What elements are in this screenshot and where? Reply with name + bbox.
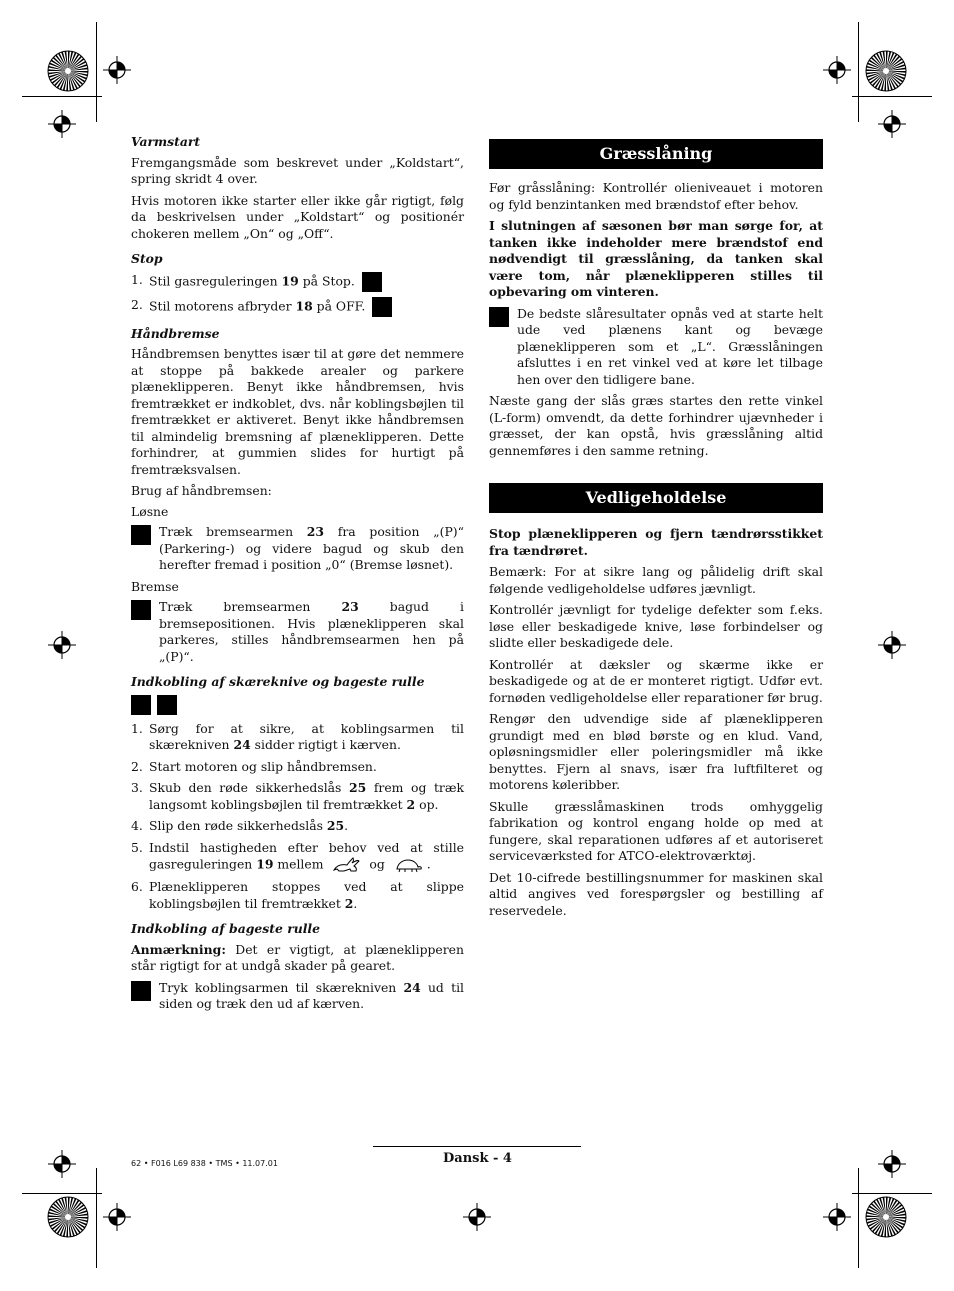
handbremse-usage: Brug af håndbremsen: bbox=[131, 483, 272, 498]
grasslaning-step: De bedste slåresultater opnås ved at starte helt ude ved plænens kant og bevæge plæneklipperen som et „L“. Græsslåningen afsluttes i en ret vinkel ved at køre let tilbage hen over den tidligere bane. bbox=[489, 306, 823, 389]
vedligeholdelse-warning: Stop plæneklipperen og fjern tændrørsstikket fra tændrøret. bbox=[489, 526, 823, 558]
figure-ref-icon bbox=[362, 272, 382, 292]
indkobling-step-3: 3. Skub den røde sikkerhedslås 25 frem og træk langsomt koblingsbøjlen til fremtrækket 2 op. bbox=[131, 780, 465, 812]
crop-mark bbox=[858, 22, 859, 122]
vedligeholdelse-text-3: Kontrollér at dæksler og skærme ikke er beskadigede og at de er monteret rigtigt. Udfør evt. fornøden vedligeholdelse eller reparationer før brug. bbox=[489, 656, 823, 705]
vedligeholdelse-text-4: Rengør den udvendige side af plæneklipperen grundigt med en blød børste og en klud. Vand, opløsningsmidler eller poleringsmidler må ikke benyttes. Fjern al snavs, især fra luftfilteret og motorens køleribber. bbox=[489, 711, 823, 792]
figure-ref-icon bbox=[131, 695, 151, 715]
figure-ref-icon bbox=[372, 297, 392, 317]
indkobling-figure-refs bbox=[131, 695, 464, 716]
registration-crosshair-icon bbox=[878, 631, 906, 659]
page-number: Dansk - 4 bbox=[443, 1151, 512, 1166]
figure-ref-icon bbox=[489, 307, 509, 327]
figure-ref-icon bbox=[131, 525, 151, 545]
print-code: 62 • F016 L69 838 • TMS • 11.07.01 bbox=[131, 1159, 278, 1168]
registration-starburst-icon bbox=[46, 1195, 90, 1239]
indkobling-step-2: 2. Start motoren og slip håndbremsen. bbox=[131, 758, 377, 774]
registration-crosshair-icon bbox=[103, 56, 131, 84]
registration-crosshair-icon bbox=[878, 110, 906, 138]
crop-mark bbox=[852, 96, 932, 97]
registration-starburst-icon bbox=[864, 1195, 908, 1239]
registration-crosshair-icon bbox=[103, 1203, 131, 1231]
stop-list bbox=[131, 272, 464, 317]
bageste-heading: Indkobling af bageste rulle bbox=[131, 921, 321, 936]
turtle-slow-icon bbox=[393, 857, 423, 873]
handbremse-heading: Håndbremse bbox=[131, 325, 220, 341]
registration-crosshair-icon bbox=[463, 1203, 491, 1231]
crop-mark bbox=[858, 1168, 859, 1268]
indkobling-list bbox=[131, 721, 464, 913]
registration-starburst-icon bbox=[864, 49, 908, 93]
figure-ref-icon bbox=[131, 600, 151, 620]
vedligeholdelse-title-bar: Vedligeholdelse bbox=[489, 483, 823, 513]
grasslaning-title-bar: Græsslåning bbox=[489, 139, 823, 169]
losne-step: Træk bremsearmen 23 fra position „(P)“ (Parkering-) og videre bagud og skub den herefter fremad i position „0“ (Bremse løsnet). bbox=[131, 524, 464, 574]
indkobling-step-1: 1. Sørg for at sikre, at koblingsarmen til skærekniven 24 sidder rigtigt i kærven. bbox=[131, 720, 464, 752]
bageste-note: Anmærkning: Det er vigtigt, at plæneklipperen står rigtigt for at undgå skader på gearet. bbox=[131, 941, 464, 973]
handbremse-text: Håndbremsen benyttes især til at gøre det nemmere at stoppe på bakkede arealer og parkere plæneklipperen. Benyt ikke håndbremsen, hvis fremtrækket er indkoblet, dvs. når koblingsbøjlen til fremtrækket er aktiveret. Benyt ikke håndbremsen til almindelig bremsning af plæneklipperen. Dette forhindrer, at gummien slides for hurtigt på fremtræksvalsen. bbox=[131, 346, 464, 477]
bageste-step: Tryk koblingsarmen til skærekniven 24 ud til siden og træk den ud af kærven. bbox=[131, 980, 464, 1013]
vedligeholdelse-text-2: Kontrollér jævnligt for tydelige defekter som f.eks. løse eller beskadigede knive, løse forbindelser og slidte eller beskadigede dele. bbox=[489, 602, 823, 650]
right-column bbox=[489, 139, 823, 924]
crop-mark bbox=[852, 1193, 932, 1194]
vedligeholdelse-text-5: Skulle græsslåmaskinen trods omhyggelig fabrikation og kontrol engang holde op med at fungere, skal reparationen udføres af et autoriseret serviceværksted for ATCO-elektroværktøj. bbox=[489, 798, 823, 863]
varmstart-text-1: Fremgangsmåde som beskrevet under „Koldstart“, spring skridt 4 over. bbox=[131, 154, 464, 186]
hare-fast-icon bbox=[331, 856, 361, 874]
bremse-step: Træk bremsearmen 23 bagud i bremsepositionen. Hvis plæneklipperen skal parkeres, stilles håndbremsearmen hen på „(P)“. bbox=[131, 599, 464, 665]
varmstart-text-2: Hvis motoren ikke starter eller ikke går rigtigt, følg da beskrivelsen under „Koldstart“ og positionér chokeren mellem „On“ og „Off“. bbox=[131, 192, 464, 241]
indkobling-heading: Indkobling af skæreknive og bageste rulle bbox=[131, 674, 425, 689]
registration-crosshair-icon bbox=[823, 1203, 851, 1231]
registration-crosshair-icon bbox=[823, 56, 851, 84]
figure-ref-icon bbox=[157, 695, 177, 715]
grasslaning-text-1: Før gråsslåning: Kontrollér olieniveauet i motoren og fyld benzintanken med brændstof efter behov. bbox=[489, 180, 823, 212]
vedligeholdelse-text-1: Bemærk: For at sikre lang og pålidelig drift skal følgende vedligeholdelse udføres jævnligt. bbox=[489, 564, 823, 596]
stop-step-1: 1. Stil gasreguleringen 19 på Stop. bbox=[131, 272, 464, 292]
crop-mark bbox=[96, 1168, 97, 1268]
indkobling-step-5: 5. Indstil hastigheden efter behov ved at stille gasreguleringen 19 mellem og . bbox=[131, 840, 464, 875]
crop-mark bbox=[96, 22, 97, 122]
crop-mark bbox=[22, 96, 102, 97]
bremse-label: Bremse bbox=[131, 578, 179, 594]
footer-rule bbox=[373, 1146, 581, 1147]
vedligeholdelse-text-6: Det 10-cifrede bestillingsnummer for maskinen skal altid angives ved forespørgsler og bestilling af reservedele. bbox=[489, 869, 823, 918]
registration-crosshair-icon bbox=[48, 110, 76, 138]
indkobling-step-6: 6. Plæneklipperen stoppes ved at slippe koblingsbøjlen til fremtrækket 2. bbox=[131, 879, 464, 911]
figure-ref-icon bbox=[131, 981, 151, 1001]
registration-crosshair-icon bbox=[878, 1150, 906, 1178]
crop-mark bbox=[22, 1193, 102, 1194]
grasslaning-text-2: Næste gang der slås græs startes den rette vinkel (L-form) omvendt, da dette forhindrer ujævnheder i græsset, der kan opstå, hvis græsslåning altid gennemføres i den samme retning. bbox=[489, 393, 823, 458]
indkobling-step-4: 4. Slip den røde sikkerhedslås 25. bbox=[131, 818, 349, 833]
registration-crosshair-icon bbox=[48, 631, 76, 659]
stop-step-2: 2. Stil motorens afbryder 18 på OFF. bbox=[131, 297, 464, 317]
left-column bbox=[131, 134, 464, 1018]
varmstart-heading: Varmstart bbox=[131, 134, 201, 149]
stop-heading: Stop bbox=[131, 251, 163, 266]
registration-starburst-icon bbox=[46, 49, 90, 93]
losne-label: Løsne bbox=[131, 503, 169, 519]
grasslaning-warning: I slutningen af sæsonen bør man sørge for, at tanken ikke indeholder mere brændstof end nødvendigt til græsslåning, da tanken skal være tom, når plæneklipperen stilles til opbevaring om vinteren. bbox=[489, 218, 823, 299]
registration-crosshair-icon bbox=[48, 1150, 76, 1178]
